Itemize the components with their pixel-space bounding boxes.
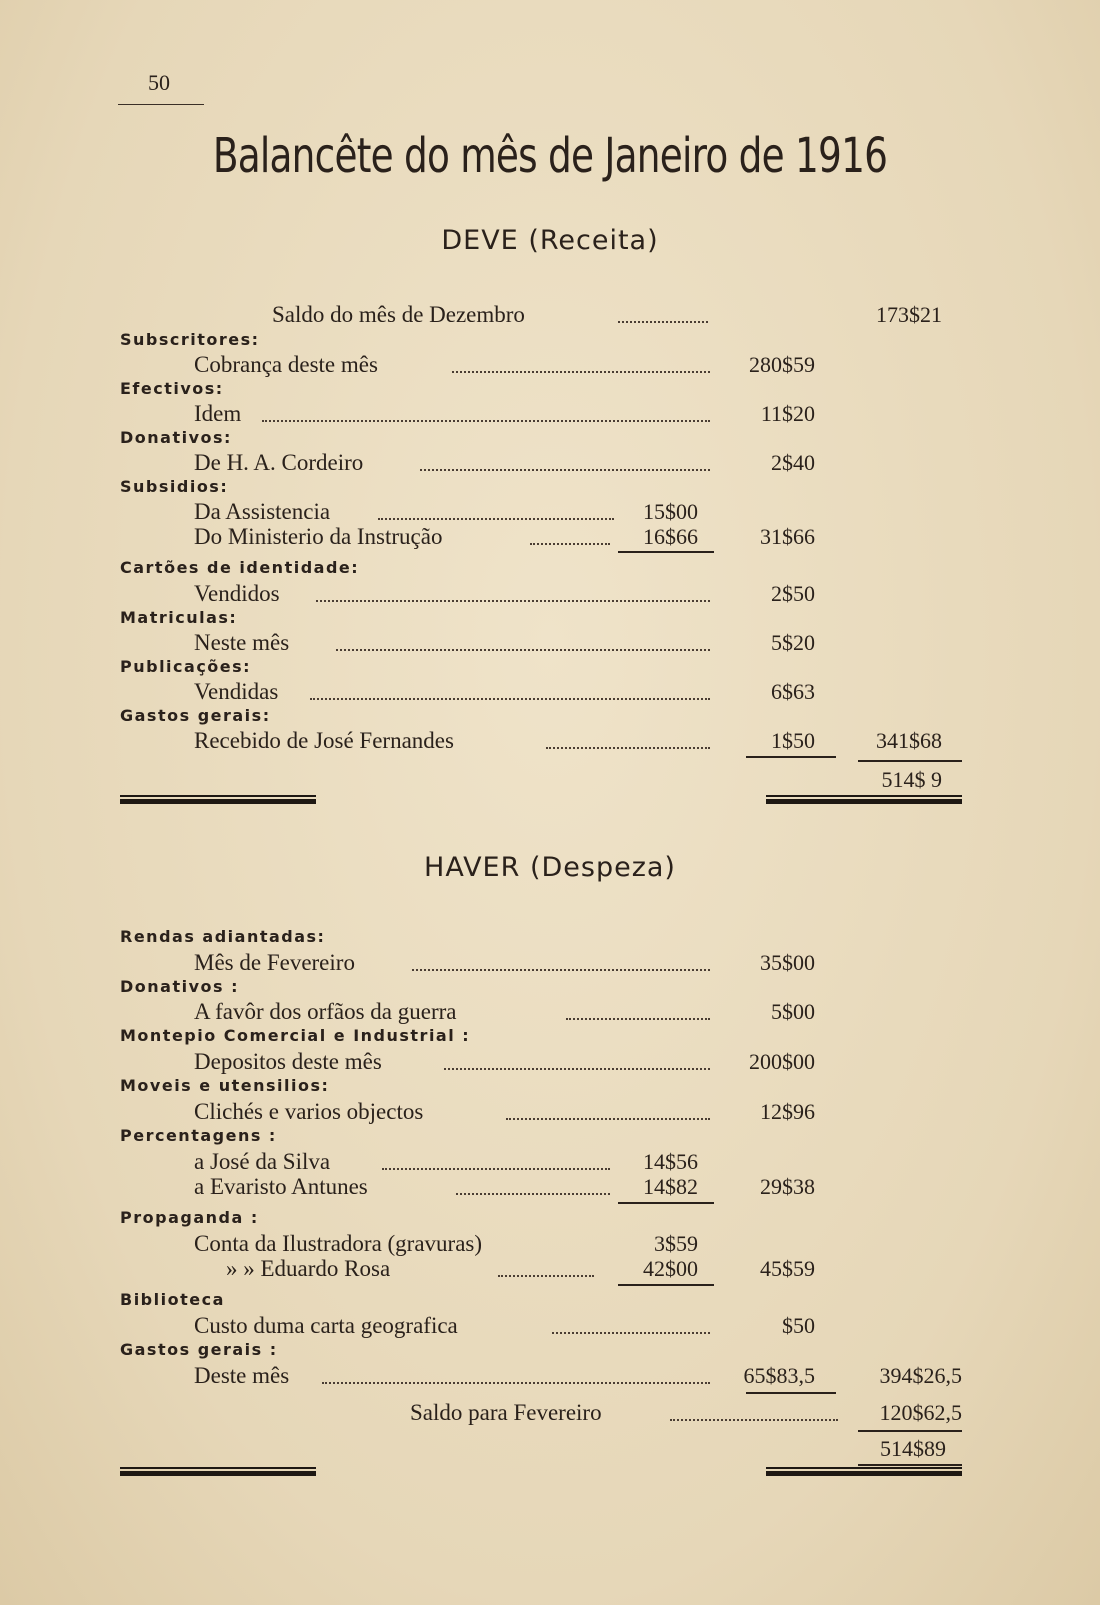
entry-amount: 15$00 bbox=[643, 499, 698, 524]
entry-row bbox=[0, 999, 1100, 1025]
total-rule bbox=[858, 1464, 962, 1466]
leader-dots bbox=[566, 1018, 710, 1020]
category-label: Rendas adiantadas: bbox=[120, 927, 326, 946]
entry-row bbox=[0, 1174, 1100, 1200]
leader-dots bbox=[322, 1382, 710, 1384]
leader-dots bbox=[262, 420, 710, 422]
divider-thick-right bbox=[766, 799, 962, 804]
category-label: Cartões de identidade: bbox=[120, 558, 360, 577]
entry-label: De H. A. Cordeiro bbox=[194, 450, 364, 475]
entry-amount: 2$50 bbox=[771, 581, 815, 606]
subtotal-rule bbox=[618, 1284, 714, 1286]
leader-dots bbox=[546, 747, 710, 749]
entry-amount: 200$00 bbox=[749, 1049, 815, 1074]
entry-amount: 14$82 bbox=[643, 1174, 698, 1199]
entry-label: Da Assistencia bbox=[194, 499, 331, 524]
entry-label: Recebido de José Fernandes bbox=[194, 728, 454, 753]
leader-dots bbox=[552, 1332, 710, 1334]
entry-row bbox=[0, 1363, 1100, 1389]
leader-dots bbox=[310, 698, 710, 700]
entry-amount: $50 bbox=[782, 1313, 815, 1338]
category-row bbox=[0, 925, 1100, 951]
subtotal-rule bbox=[618, 551, 714, 553]
entry-amount: 42$00 bbox=[643, 1256, 698, 1281]
category-row bbox=[0, 328, 1100, 354]
divider-thick-right bbox=[766, 1471, 962, 1476]
deve-grand-total-row bbox=[0, 767, 1100, 793]
entry-row bbox=[0, 352, 1100, 378]
haver-heading: HAVER (Despeza) bbox=[424, 852, 676, 883]
entry-amount: 6$63 bbox=[771, 679, 815, 704]
total-rule bbox=[858, 760, 962, 762]
entry-label: Mês de Fevereiro bbox=[194, 950, 355, 975]
entry-amount: 2$40 bbox=[771, 450, 815, 475]
category-row bbox=[0, 655, 1100, 681]
entry-row bbox=[0, 581, 1100, 607]
entry-amount: 14$56 bbox=[643, 1149, 698, 1174]
entry-label: A favôr dos orfãos da guerra bbox=[194, 999, 457, 1024]
page-number: 50 bbox=[148, 70, 170, 95]
divider-thick-left bbox=[120, 1471, 316, 1476]
category-label: Donativos: bbox=[120, 428, 232, 447]
entry-row bbox=[0, 1231, 1100, 1257]
divider-thin-right bbox=[766, 795, 962, 797]
entry-amount: 35$00 bbox=[760, 950, 815, 975]
category-row bbox=[0, 975, 1100, 1001]
category-label: Subsidios: bbox=[120, 477, 229, 496]
page-title: Balancête do mês de Janeiro de 1916 bbox=[212, 128, 888, 184]
entry-subtotal: 29$38 bbox=[760, 1174, 815, 1199]
entry-label: a Evaristo Antunes bbox=[194, 1174, 368, 1199]
leader-dots bbox=[336, 649, 710, 651]
divider-thin-left bbox=[120, 1467, 316, 1469]
divider-thick-left bbox=[120, 799, 316, 804]
deve-saldo-total: 173$21 bbox=[876, 302, 942, 327]
entry-amount: 280$59 bbox=[749, 352, 815, 377]
subtotal-rule bbox=[746, 1392, 836, 1394]
haver-saldo-total: 120$62,5 bbox=[879, 1400, 962, 1425]
category-row bbox=[0, 1206, 1100, 1232]
entry-row bbox=[0, 401, 1100, 427]
entry-amount: 12$96 bbox=[760, 1099, 815, 1124]
haver-saldo-row bbox=[0, 1400, 1100, 1426]
entry-row bbox=[0, 524, 1100, 550]
leader-dots bbox=[378, 518, 614, 520]
total-rule bbox=[858, 1430, 962, 1432]
category-row bbox=[0, 704, 1100, 730]
entry-row bbox=[0, 1099, 1100, 1125]
entry-amount: 5$20 bbox=[771, 630, 815, 655]
entry-row bbox=[0, 630, 1100, 656]
leader-dots bbox=[670, 1419, 838, 1421]
category-label: Subscritores: bbox=[120, 330, 260, 349]
category-row bbox=[0, 556, 1100, 582]
category-label: Matriculas: bbox=[120, 608, 238, 627]
entry-row bbox=[0, 679, 1100, 705]
entry-amount: 65$83,5 bbox=[743, 1363, 815, 1388]
category-row bbox=[0, 1124, 1100, 1150]
leader-dots bbox=[452, 371, 710, 373]
category-row bbox=[0, 1024, 1100, 1050]
category-label: Efectivos: bbox=[120, 379, 224, 398]
deve-grand-total: 514$ 9 bbox=[881, 767, 942, 792]
category-row bbox=[0, 1338, 1100, 1364]
leader-dots bbox=[444, 1068, 710, 1070]
divider-thin-right bbox=[766, 1467, 962, 1469]
divider-thin-left bbox=[120, 795, 316, 797]
haver-grand-total: 514$89 bbox=[880, 1436, 946, 1461]
category-label: Montepio Comercial e Industrial : bbox=[120, 1026, 471, 1045]
entry-label: Idem bbox=[194, 401, 242, 426]
entry-label: Custo duma carta geografica bbox=[194, 1313, 458, 1338]
category-label: Publicações: bbox=[120, 657, 252, 676]
category-row bbox=[0, 475, 1100, 501]
category-row bbox=[0, 1074, 1100, 1100]
leader-dots bbox=[412, 969, 710, 971]
leader-dots bbox=[498, 1275, 594, 1277]
entry-label: Neste mês bbox=[194, 630, 290, 655]
entry-amount: 11$20 bbox=[760, 401, 815, 426]
entry-amount: 1$50 bbox=[771, 728, 815, 753]
subtotal-rule bbox=[746, 756, 836, 758]
subtotal-rule bbox=[618, 1202, 714, 1204]
category-label: Propaganda : bbox=[120, 1208, 259, 1227]
entry-label: Conta da Ilustradora (gravuras) bbox=[194, 1231, 483, 1256]
entry-subtotal: 45$59 bbox=[760, 1256, 815, 1281]
haver-grand-total-row bbox=[0, 1436, 1100, 1462]
category-label: Gastos gerais : bbox=[120, 1340, 278, 1359]
deve-heading: DEVE (Receita) bbox=[441, 225, 659, 256]
entry-label: Vendidos bbox=[194, 581, 280, 606]
deve-saldo-label: Saldo do mês de Dezembro bbox=[272, 302, 525, 327]
category-label: Biblioteca bbox=[120, 1290, 225, 1309]
deve-saldo-row bbox=[0, 302, 1100, 328]
entry-label: Vendidas bbox=[194, 679, 279, 704]
entry-subtotal: 31$66 bbox=[760, 524, 815, 549]
entry-label: Deste mês bbox=[194, 1363, 290, 1388]
entry-row bbox=[0, 499, 1100, 525]
category-row bbox=[0, 426, 1100, 452]
entry-amount: 5$00 bbox=[771, 999, 815, 1024]
entry-row bbox=[0, 1149, 1100, 1175]
entry-label: » » Eduardo Rosa bbox=[226, 1256, 391, 1281]
entry-total: 394$26,5 bbox=[879, 1363, 962, 1388]
page-number-rule bbox=[118, 104, 204, 105]
entry-label: Clichés e varios objectos bbox=[194, 1099, 424, 1124]
entry-row bbox=[0, 450, 1100, 476]
entry-label: Do Ministerio da Instrução bbox=[194, 524, 443, 549]
leader-dots bbox=[420, 469, 710, 471]
leader-dots bbox=[456, 1193, 610, 1195]
haver-saldo-label: Saldo para Fevereiro bbox=[410, 1400, 602, 1425]
entry-row bbox=[0, 1256, 1100, 1282]
entry-amount: 3$59 bbox=[654, 1231, 698, 1256]
entry-row bbox=[0, 1049, 1100, 1075]
category-label: Moveis e utensilios: bbox=[120, 1076, 330, 1095]
entry-label: a José da Silva bbox=[194, 1149, 331, 1174]
entry-label: Depositos deste mês bbox=[194, 1049, 382, 1074]
entry-row bbox=[0, 1313, 1100, 1339]
category-row bbox=[0, 606, 1100, 632]
entry-amount: 16$66 bbox=[643, 524, 698, 549]
category-label: Percentagens : bbox=[120, 1126, 277, 1145]
leader-dots bbox=[316, 600, 710, 602]
entry-total: 341$68 bbox=[876, 728, 942, 753]
category-label: Donativos : bbox=[120, 977, 240, 996]
entry-row bbox=[0, 950, 1100, 976]
leader-dots bbox=[382, 1168, 610, 1170]
leader-dots bbox=[618, 321, 708, 323]
category-row bbox=[0, 377, 1100, 403]
category-row bbox=[0, 1288, 1100, 1314]
entry-row bbox=[0, 728, 1100, 754]
leader-dots bbox=[506, 1118, 710, 1120]
category-label: Gastos gerais: bbox=[120, 706, 271, 725]
entry-label: Cobrança deste mês bbox=[194, 352, 378, 377]
